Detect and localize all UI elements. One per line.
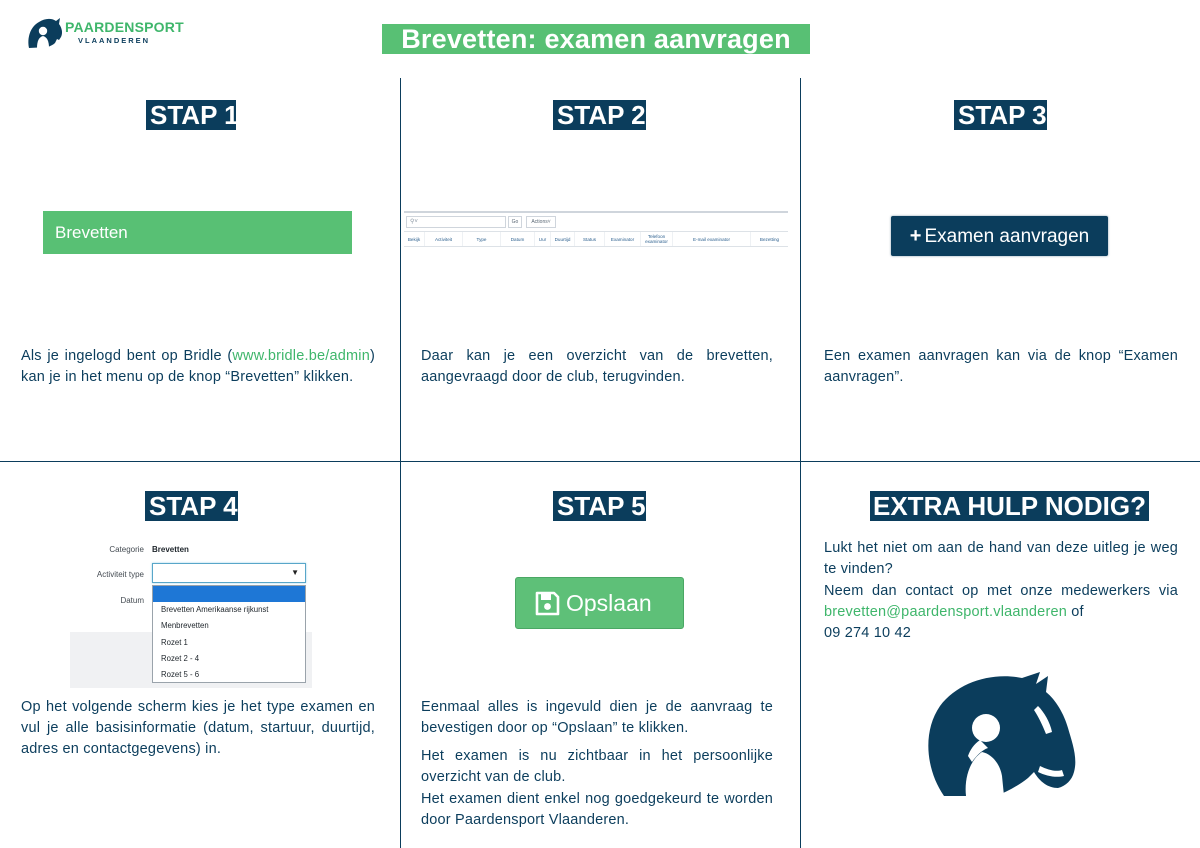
examen-aanvragen-label: Examen aanvragen bbox=[924, 226, 1090, 247]
activiteit-type-label: Activiteit type bbox=[96, 570, 144, 579]
chevron-down-icon: ˅ bbox=[547, 219, 551, 225]
logo-name: PAARDENSPORT bbox=[65, 19, 184, 35]
search-icon: ⚲˅ bbox=[410, 219, 418, 225]
dropdown-option[interactable]: Rozet 5 - 6 bbox=[161, 670, 200, 680]
column-header[interactable]: E-mail examinator bbox=[673, 232, 751, 246]
step-1-text-a: Als je ingelogd bent op Bridle ( bbox=[21, 348, 233, 364]
column-header[interactable]: Uur bbox=[535, 232, 551, 246]
examen-aanvragen-button[interactable] bbox=[891, 216, 1108, 256]
column-divider-1 bbox=[400, 78, 401, 848]
opslaan-button[interactable] bbox=[515, 577, 684, 629]
brevetten-menu-button[interactable]: Brevetten bbox=[43, 211, 352, 254]
dropdown-option-highlighted[interactable] bbox=[153, 586, 305, 602]
column-header[interactable]: Bezetting bbox=[759, 236, 780, 242]
caret-down-icon: ▼ bbox=[291, 568, 299, 577]
table-top-border bbox=[404, 211, 788, 213]
help-text-1: Lukt het niet om aan de hand van deze uitleg je weg te vinden? bbox=[824, 540, 1178, 577]
column-header[interactable]: Examinator bbox=[605, 232, 641, 246]
column-divider-2 bbox=[800, 78, 801, 848]
table-header-row bbox=[404, 231, 788, 247]
step-1-heading: STAP 1 bbox=[146, 100, 236, 130]
datum-label: Datum bbox=[120, 596, 144, 605]
step-2-text: Daar kan je een overzicht van de brevetten, aangevraagd door de club, terugvinden. bbox=[421, 348, 773, 385]
row-divider bbox=[0, 461, 1200, 462]
logo-subtitle: VLAANDEREN bbox=[78, 36, 151, 45]
bridle-admin-link[interactable]: www.bridle.be/admin bbox=[232, 348, 370, 364]
horse-rider-illustration-icon bbox=[922, 670, 1080, 798]
actions-label: Actions bbox=[531, 219, 548, 225]
step-5-text-3: Het examen dient enkel nog goedgekeurd te worden door Paardensport Vlaanderen. bbox=[421, 791, 773, 828]
horse-rider-logo-icon bbox=[26, 16, 64, 50]
step-5-text-2: Het examen is nu zichtbaar in het persoonlijke overzicht van de club. bbox=[421, 748, 773, 785]
dropdown-option[interactable]: Rozet 2 - 4 bbox=[161, 653, 200, 663]
step-5-heading: STAP 5 bbox=[553, 491, 646, 521]
column-header[interactable]: Duurtijd bbox=[551, 232, 575, 246]
help-text-2a: Neem dan contact op met onze medewerkers via bbox=[824, 583, 1178, 599]
categorie-label: Categorie bbox=[109, 545, 144, 554]
column-header[interactable]: Type bbox=[463, 232, 501, 246]
help-or: of bbox=[1067, 604, 1084, 620]
step-3-text: Een examen aanvragen kan via de knop “Examen aanvragen”. bbox=[824, 348, 1178, 385]
logo bbox=[26, 16, 184, 50]
brevetten-overview-table bbox=[404, 211, 788, 261]
step-1-text bbox=[21, 346, 375, 388]
page-title: Brevetten: examen aanvragen bbox=[382, 24, 810, 54]
step-2-heading: STAP 2 bbox=[553, 100, 646, 130]
step-4-text: Op het volgende scherm kies je het type examen en vul je alle basisinformatie (datum, startuur, duurtijd, adres en contactgegevens) in. bbox=[21, 699, 375, 757]
help-phone: 09 274 10 42 bbox=[824, 625, 912, 641]
column-header[interactable]: Datum bbox=[501, 232, 535, 246]
actions-button[interactable] bbox=[526, 216, 556, 228]
plus-icon: + bbox=[909, 225, 922, 247]
step-1-text-b: ) kan je in het menu op de knop “Brevetten” klikken. bbox=[21, 348, 375, 385]
step-4-heading: STAP 4 bbox=[145, 491, 238, 521]
column-header[interactable]: Bekijk bbox=[404, 232, 425, 246]
step-3-heading: STAP 3 bbox=[954, 100, 1047, 130]
help-text-2 bbox=[824, 581, 1178, 623]
extra-help-heading: EXTRA HULP NODIG? bbox=[870, 491, 1149, 521]
column-header[interactable]: Telefoon examinator bbox=[641, 232, 673, 246]
activiteit-type-dropdown bbox=[152, 585, 306, 683]
save-disk-icon bbox=[535, 591, 560, 616]
dropdown-option[interactable]: Menbrevetten bbox=[161, 621, 209, 631]
dropdown-option[interactable]: Brevetten Amerikaanse rijkunst bbox=[161, 605, 269, 614]
column-header[interactable]: Activiteit bbox=[425, 232, 463, 246]
go-button[interactable]: Go bbox=[508, 216, 522, 228]
activiteit-type-select[interactable] bbox=[152, 563, 306, 583]
search-input[interactable] bbox=[406, 216, 506, 228]
help-email-link[interactable]: brevetten@paardensport.vlaanderen bbox=[824, 604, 1068, 620]
step-5-text-1: Eenmaal alles is ingevuld dien je de aanvraag te bevestigen door op “Opslaan” te klikken. bbox=[421, 699, 773, 736]
dropdown-option[interactable]: Rozet 1 bbox=[161, 637, 188, 647]
categorie-value: Brevetten bbox=[152, 545, 189, 554]
column-header[interactable]: Status bbox=[575, 232, 605, 246]
opslaan-label: Opslaan bbox=[566, 590, 652, 616]
